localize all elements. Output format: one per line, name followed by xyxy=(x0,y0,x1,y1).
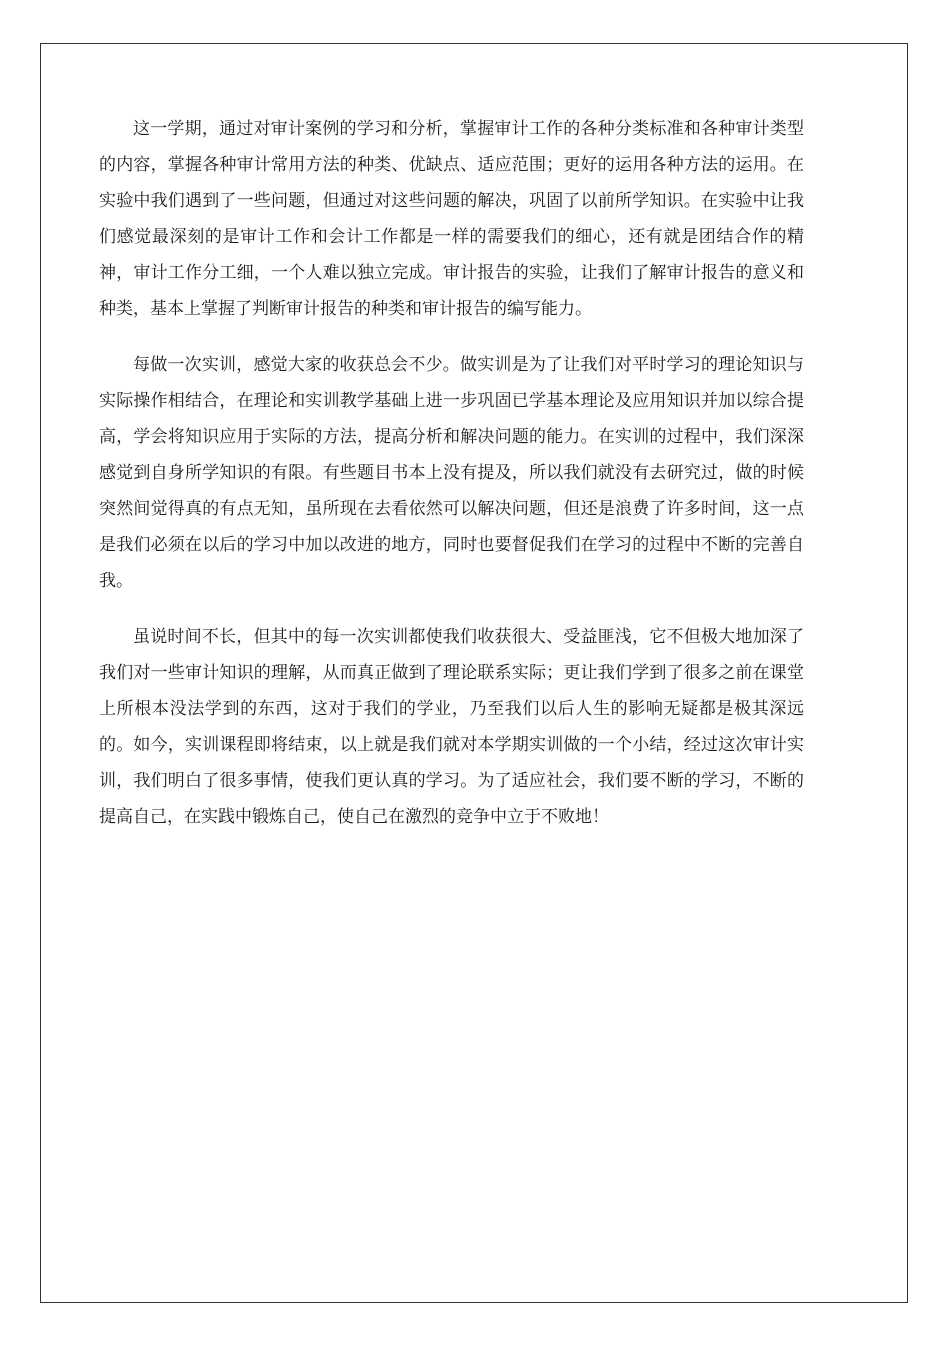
paragraph-2: 每做一次实训，感觉大家的收获总会不少。做实训是为了让我们对平时学习的理论知识与实际操作相结合，在理论和实训教学基础上进一步巩固已学基本理论及应用知识并加以综合提高，学会将知识应用于实际的方法，提高分析和解决问题的能力。在实训的过程中，我们深深感觉到自身所学知识的有限。有些题目书本上没有提及，所以我们就没有去研究过，做的时候突然间觉得真的有点无知，虽所现在去看依然可以解决问题，但还是浪费了许多时间，这一点是我们必须在以后的学习中加以改进的地方，同时也要督促我们在学习的过程中不断的完善自我。 xyxy=(99,355,804,591)
document-body xyxy=(99,111,804,855)
paragraph-3: 虽说时间不长，但其中的每一次实训都使我们收获很大、受益匪浅，它不但极大地加深了我们对一些审计知识的理解，从而真正做到了理论联系实际；更让我们学到了很多之前在课堂上所根本没法学到的东西，这对于我们的学业，乃至我们以后人生的影响无疑都是极其深远的。如今，实训课程即将结束，以上就是我们就对本学期实训做的一个小结，经过这次审计实训，我们明白了很多事情，使我们更认真的学习。为了适应社会，我们要不断的学习，不断的提高自己，在实践中锻炼自己，使自己在激烈的竞争中立于不败地！ xyxy=(99,627,804,827)
paragraph-1: 这一学期，通过对审计案例的学习和分析，掌握审计工作的各种分类标准和各种审计类型的内容，掌握各种审计常用方法的种类、优缺点、适应范围；更好的运用各种方法的运用。在实验中我们遇到了一些问题，但通过对这些问题的解决，巩固了以前所学知识。在实验中让我们感觉最深刻的是审计工作和会计工作都是一样的需要我们的细心，还有就是团结合作的精神，审计工作分工细，一个人难以独立完成。审计报告的实验，让我们了解审计报告的意义和种类，基本上掌握了判断审计报告的种类和审计报告的编写能力。 xyxy=(99,119,804,319)
